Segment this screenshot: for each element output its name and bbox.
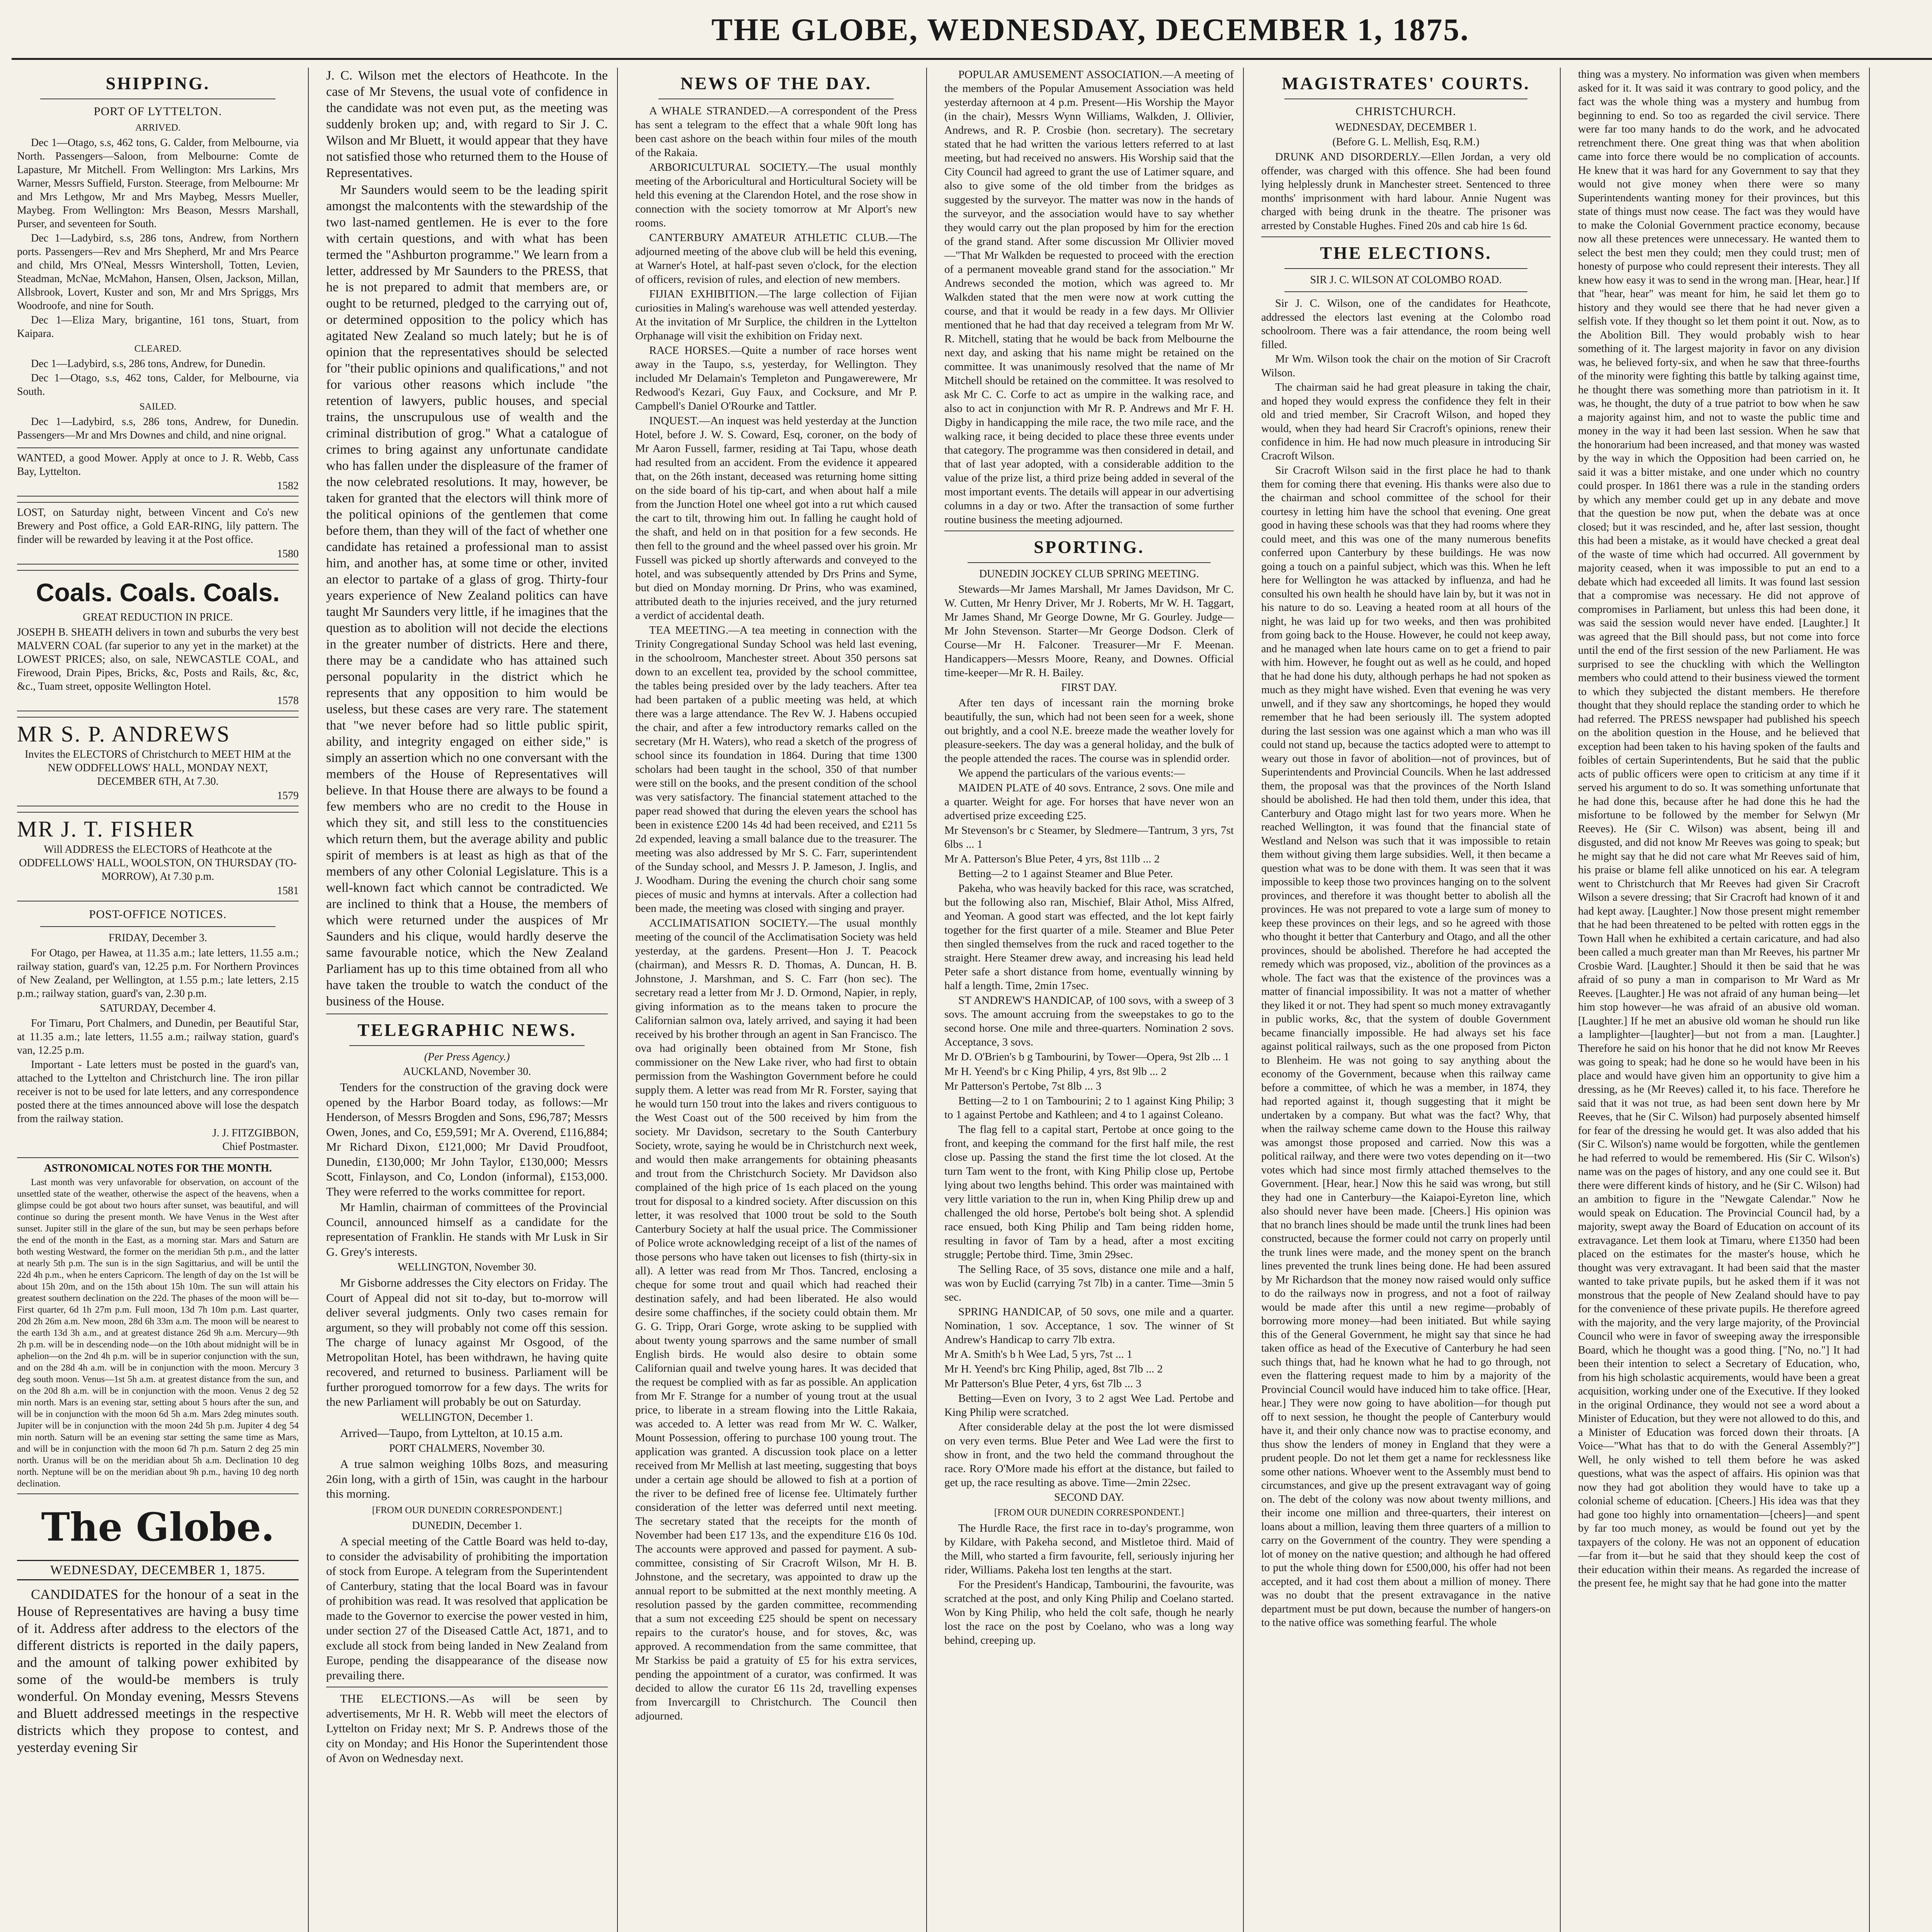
sailed-label: SAILED.	[139, 401, 177, 412]
post-office-heading: POST-OFFICE NOTICES.	[89, 907, 227, 921]
leader-text: CANDIDATES for the honour of a seat in the House of Representatives are having a busy time of it. Address after address to the electors of the different districts is reported in the daily papers, and the amount of talking power exhibited by some of the would-be members is truly wonderful. On Monday evening, Messrs Stevens and Bluett addressed meetings in the respective districts which they propose to contest, and yesterday evening Sir	[17, 1587, 299, 1755]
sporting-text: The Hurdle Race, the first race in to-day's programme, won by Kildare, with Pakeha second, and Mistletoe third. Maid of the Mill, who started a firm favourite, fell, seriously injuring her rider, Williams. Pakeha lost ten lengths at the start.	[944, 1522, 1234, 1576]
advert-wanted	[17, 447, 299, 497]
astronomical-text: Last month was very unfavorable for observation, on account of the unsettled state of the weather, otherwise the aspect of the heavens, when a glimpse could be got about two hours after sunset, was beautiful, and will continue so during the present month. We have Venus in the West after sunset. Jupiter still in the glare of the sun, but may be seen perhaps before the end of the month in the East, as a morning star. Mars and Saturn are both westing Westward, the former on the meridian 5th p.m., and the latter at nearly 5th p.m. The sun is in the sign Sagittarius, and will be until the 22d 4h p.m., when he enters Capricorn. The length of day on the 1st will be about 15h 20m, and on the 15th about 15h 10m. The sun will attain his greatest southern declination on the 22d. The phases of the moon will be—First quarter, 6d 1h 27m p.m. Full moon, 13d 7h 10m p.m. Last quarter, 20d 2h 26m a.m. New moon, 28d 6h 33m a.m. The moon will be nearest to the earth 13d 3h a.m., and at greatest distance 26d 9h a.m. Mercury—9th 2h p.m. will be in descending node—on the 10th about midnight will be in aphelion—on the 2nd 4h p.m. will be in superior conjunction with the sun, and on the 28d 4h a.m. will be in conjunction with the moon. Mercury 3 deg south moon. Venus—1st 5h a.m. at greatest distance from the sun, and on the 20d 8h a.m. will be in conjunction with the moon. Venus 2 deg 52 min north. Mars is an evening star, setting about 5 hours after the sun, and will be in conjunction with the moon 6d 5h a.m. Mars 2deg minutes south. Jupiter will be in conjunction with the moon 24d 5h p.m. Jupiter 4 deg 54 min north. Saturn will be an evening star setting the same time as Mars, and will be in conjunction with the moon 6d 7h p.m. Saturn 2 deg 25 min north. Uranus will be on the meridian about 5h a.m. Declination 10 deg north. Neptune will be on the meridian about 9h p.m., having 10 deg north declination.	[17, 1177, 299, 1489]
column-divider	[1243, 68, 1244, 1932]
shipping-entry: Dec 1—Ladybird, s.s, 286 tons, Andrew, for Dunedin.	[31, 358, 266, 370]
news-item: ACCLIMATISATION SOCIETY.—The usual monthly meeting of the council of the Acclimatisation Society was held yesterday, at the gardens. Present—Hon J. T. Peacock (chairman), and Messrs R. D. Thomas, A. Duncan, H. B. Johnstone, J. Marshman, and S. C. Farr (hon sec). The secretary read a letter from Mr J. D. Ormond, Napier, in reply, giving information as to the means taken to procure the Californian salmon ova, lately arrived, and saying it had been received by his brother through an agent in San Francisco. The ova had originally been obtained from Mr Stone, fish commissioner on the New Lake river, who had first to obtain permission from the Washington Government before he could supply them. A letter was read from Mr R. Forster, saying that he would turn 150 trout into the lakes and rivers contiguous to the West Coast out of the 500 received by him from the society. Mr Davidson, secretary to the South Canterbury Society, wrote, saying he would be in Christchurch next week, and would then make arrangements for obtaining pheasants and trout from the Christchurch Society. Mr Davidson also complained of the high price of 1s each placed on the young trout for disposal to a kindred society. After discussion on this letter, it was resolved that 1000 trout be sold to the South Canterbury Society at half the usual price. The Commissioner of Police wrote acknowledging receipt of a list of the names of those persons who have taken out licenses to fish (thirty-six in all). A letter was read from Mr Thos. Tancred, enclosing a cheque for some trout and quail which had reached their destination safely, and had been liberated. He also would desire some chaffinches, if the society could obtain them. Mr G. G. Tripp, Orari Gorge, wrote asking to be supplied with about twenty young sparrows and the same number of small English birds. He would also desire to obtain some Californian quail and twelve young hares. It was decided that the request be complied with as far as possible. An application from Mr F. Strange for a number of young trout at the usual price, to liberate in a stream flowing into the Little Rakaia, was acceded to. A letter was read from Mr W. C. Walker, Mount Possession, offering to purchase 100 young trout. The application was granted. A discussion took place on a letter received from Mr Mellish at last meeting, suggesting that boys under a certain age should be allowed to fish at a portion of the river to be defined free of license fee. Ultimately further consideration of the letter was deferred until next meeting. The secretary stated that the receipts for the month of November had been £17 13s, and the expenditure £16 0s 10d. The accounts were approved and passed for payment. A sub-committee, consisting of Sir Cracroft Wilson, Mr H. B. Johnstone, and the secretary, was appointed to draw up the annual report to be submitted at the next monthly meeting. A resolution passed by the garden committee, recommending that a sum not exceeding £25 should be spent on necessary repairs to the curator's house, and for stoves, &c, was approved. A recommendation from the same committee, that Mr Starkiss be paid a gratuity of £5 for his extra services, pending the appointment of a curator, was confirmed. It was decided to allow the curator £6 11s 2d, travelling expenses from Invercargill to Christchurch. The Council then adjourned.	[635, 917, 917, 1722]
magistrates-heading: MAGISTRATES' COURTS.	[1282, 73, 1530, 93]
telegraphic-text: Tenders for the construction of the graving dock were opened by the Harbor Board today, as follows:—Mr Henderson, of Messrs Brogden and Sons, £96,787; Messrs Owen, Jones, and Co, £59,591; Mr A. Overend, £116,884; Mr Richard Dixon, £121,000; Mr David Proudfoot, Dunedin, £130,000; Mr John Taylor, £130,000; Messrs Scott, Finlayson, and Co, London (informal), £153,000. They were referred to the works committee for report.	[326, 1080, 608, 1198]
shipping-entry: Dec 1—Ladybird, s.s, 286 tons, Andrew, from Northern ports. Passengers—Rev and Mrs Shepherd, Mr and Mrs Pearce and child, Mrs O'Neal, Messrs Wintersholl, Totten, Levien, Steadman, McNae, McMahon, Hansen, Olsen, Jackson, Millan, Allsbrook, Lovert, Kuster and son, Mr and Mrs Spriggs, Mrs Woodroofe, and nine for South.	[17, 232, 299, 312]
post-day: FRIDAY, December 3.	[108, 932, 207, 944]
telegraphic-text: Arrived—Taupo, from Lyttelton, at 10.15 a.m.	[340, 1426, 563, 1440]
advert-number: 1581	[277, 885, 299, 897]
column-divider	[308, 68, 309, 1932]
magistrates-text: DRUNK AND DISORDERLY.—Ellen Jordan, a very old offender, was charged with this offence. She had been found lying helplessly drunk in Manchester street. Sentenced to three months' imprisonment with hard labour. Annie Nugent was charged with being drunk in the theatre. The prisoner was arrested by Constable Hughes. Fined 20s and cab hire 1s 6d.	[1261, 151, 1551, 232]
sporting-heading: SPORTING.	[1034, 537, 1145, 557]
elections-text: Sir J. C. Wilson, one of the candidates for Heathcote, addressed the electors last evening at the Colombo road schoolroom. There was a fair attendance, the room being well filled.	[1261, 298, 1551, 351]
dateline: PORT CHALMERS, November 30.	[389, 1442, 545, 1454]
sporting-text: Betting—Even on Ivory, 3 to 2 agst Wee Lad. Pertobe and King Philip were scratched.	[944, 1392, 1234, 1418]
elections-heading: THE ELECTIONS.	[1320, 243, 1492, 263]
sporting-day: FIRST DAY.	[1061, 682, 1117, 694]
sporting-day: SECOND DAY.	[1054, 1492, 1124, 1503]
correspondent-line: [FROM OUR DUNEDIN CORRESPONDENT.]	[994, 1507, 1184, 1518]
sporting-text: MAIDEN PLATE of 40 sovs. Entrance, 2 sovs. One mile and a quarter. Weight for age. For horses that have never won an advertised prize exceeding £25.	[944, 782, 1234, 822]
sporting-text: Betting—2 to 1 on Tambourini; 2 to 1 against King Philip; 3 to 1 against Pertobe and Kathleen; and 4 to 1 against Coleano.	[944, 1095, 1234, 1121]
column-4	[935, 68, 1243, 1932]
elections-text: The chairman said he had great pleasure in taking the chair, and hoped they would express the confidence they felt in their old and tried member, Sir Cracroft Wilson, and hoped they would, when they had heard Sir Cracroft's opinions, renew their confidence in him. He had now much pleasure in introducing Sir Cracroft Wilson.	[1261, 381, 1551, 462]
news-item: RACE HORSES.—Quite a number of race horses went away in the Taupo, s.s, yesterday, for Wellington. They included Mr Delamain's Templeton and Pungawerewere, Mr Redwood's Kezari, Guy Faux, and Cocksure, and Mr P. Campbell's Daniel O'Rourke and Tattler.	[635, 344, 917, 412]
coals-subtitle: GREAT REDUCTION IN PRICE.	[83, 611, 233, 623]
advert-text: WANTED, a good Mower. Apply at once to J. R. Webb, Cass Bay, Lyttelton.	[17, 452, 299, 478]
post-text: Important - Late letters must be posted in the guard's van, attached to the Lyttelton and Christchurch line. The iron pillar receiver is not to be used for late letters, and any correspondence posted there at the times announced above will lose the despatch from the railway station.	[17, 1059, 299, 1125]
shipping-port: PORT OF LYTTELTON.	[94, 104, 222, 118]
divider	[1284, 291, 1527, 292]
advert-number: 1579	[277, 790, 299, 802]
magistrates-place: CHRISTCHURCH.	[1355, 104, 1456, 118]
sporting-text: We append the particulars of the various events:—	[958, 767, 1185, 779]
news-item: INQUEST.—An inquest was held yesterday at the Junction Hotel, before J. W. S. Coward, Esq, coroner, on the body of Mr Aaron Fussell, farmer, residing at Tai Tapu, whose death had resulted from an accident. From the evidence it appeared that, on the 26th instant, deceased was returning home sitting on the side board of his tip-cart, and when about half a mile from the Junction Hotel one wheel got into a rut which caused the cart to tilt, throwing him out. In falling he caught hold of the shaft, and held on in that position for a few seconds. He then fell to the ground and the wheel passed over his groin. Mr Fussell was picked up shortly afterwards and conveyed to the hotel, and was subsequently attended by Drs Prins and Syme, but died on Monday morning. Dr Prins, who was examined, attributed death to the injuries received, and the jury returned a verdict of accidental death.	[635, 415, 917, 622]
shipping-entry: Dec 1—Eliza Mary, brigantine, 161 tons, Stuart, from Kaipara.	[17, 314, 299, 340]
divider	[17, 1493, 299, 1494]
race-result: Mr Patterson's Blue Peter, 4 yrs, 6st 7lb ... 3	[944, 1378, 1141, 1390]
cleared-label: CLEARED.	[134, 344, 182, 354]
shipping-entry: Dec 1—Otago, s.s, 462 tons, G. Calder, from Melbourne, via North. Passengers—Saloon, from Melbourne: Comte de Lapasture, Mr Mitchell. From Wellington: Mrs Larkins, Mrs Warner, Messrs Suffield, Furston. Steerage, from Melbourne: Mr and Mrs Lethgow, Mr and Mrs Maybeg, Messrs Mueller, Maybeg. From Wellington: Mrs Beason, Messrs Marshall, Purser, and seventeen for South.	[17, 137, 299, 230]
telegraphic-text: A true salmon weighing 10lbs 8ozs, and measuring 26in long, with a girth of 15in, was caught in the harbour this morning.	[326, 1457, 608, 1500]
column-3	[626, 68, 926, 1932]
column-divider	[1560, 68, 1561, 1932]
dateline: DUNEDIN, December 1.	[412, 1520, 522, 1532]
dateline: WELLINGTON, December 1.	[401, 1411, 533, 1423]
sporting-text: Betting—2 to 1 against Steamer and Blue Peter.	[958, 867, 1173, 880]
post-day: SATURDAY, December 4.	[100, 1002, 216, 1014]
shipping-entry: Dec 1—Otago, s.s, 462 tons, Calder, for Melbourne, via South.	[17, 372, 299, 398]
advert-text: LOST, on Saturday night, between Vincent and Co's new Brewery and Post office, a Gold EAR-RING, lily pattern. The finder will be rewarded by leaving it at the Post office.	[17, 507, 299, 546]
divider	[1261, 236, 1551, 237]
elections-text: thing was a mystery. No information was given when members asked for it. It was said it was contrary to good policy, and the fact was the whole thing was a mystery and humbug from beginning to end. So too as regarded the civil service. There were far too many hands to do the work, and he advocated retrenchment there. One great thing was that when abolition came into force there would be no complication of accounts. He knew that it was hard for any Government to say that they would not give money when there were so many Superintendents wanting money for their provinces, but this state of things must now cease. The fact was they would have to make the Colonial Government practice economy, because now all these pretences were unnecessary. He wanted them to select the best men they could; men they could trust; men of honesty of purpose who could represent their interests. They all knew how easy it was to send in the wrong man. [Hear, hear.] If that "hear, hear" was meant for him, he said let them go to history and they would see there that he had never given a selfish vote. If they thought so let them point it out. Now, as to the Abolition Bill. They would probably wish to hear something of it. The largest majority in favor on any division was, he believed forty-six, and when he saw that three-fourths of the minority were fighting this battle by talking against time, he thought there was something more than patriotism in it. It was, he thought, the duty of a true patriot to bow when he saw a majority against him, and not to waste the public time and money in the way it had been last session. When he saw that the honorarium had been increased, and that money was wasted by the way in which the Opposition had been carried on, he said it was a bitter mistake, and one under which no country could prosper. In 1861 there was a rule in the standing orders by which any member could get up in any debate and move that the question be now put, when the debate was at once closed; but it was rescinded, and he, after last session, thought this had been a mistake, as it would have checked a great deal of the waste of time which had occurred. All government by majority ceased, when it was impossible to put an end to a debate which had exceeded all limits. It was found last session that a compromise was necessary. He did not approve of compromises in Parliament, but unless this had been done, it was said the session would never have ended. [Laughter.] It was agreed that the Bill should pass, but not come into force until the end of the first session of the new Parliament. He was surprised to see the chuckling with which the Wellington members who could attend to their business viewed the torment to which they subjected the distant members. He therefore thought that they should replace the standing order to which he had referred. The PRESS newspaper had published his speech on the abolition question in the House, and he believed that exception had been taken to his having spoken of the faults and foibles of certain Superintendents, But he said that the public acts of public officers were open to criticism at any time if it served his argument to do so. It was something unfortunate that he had done this, because after he had done this he had the misfortune to be followed by the member for Selwyn (Mr Reeves). He (Sir C. Wilson) was absent, being ill and disgusted, and did not know Mr Reeves was going to speak; but he might say that he did not care what Mr Reeves said of him, his praise or blame fell alike unnoticed on his ear. A telegram went to Christchurch that Mr Reeves had given Sir Cracroft Wilson a severe dressing; that Sir Cracroft had known of it and had kept away. [Laughter.] Now those present might remember that he had been threatened to be pelted with rotten eggs in the Town Hall when he exhibited a certain caricature, and had also been called a much greater man than Mr Reeves, his partner Mr Crosbie Ward. [Laughter.] Should it then be said that he was afraid of so puny a man in comparison to Mr Ward as Mr Reeves. [Laughter.] He was not afraid of any human being—let him stop however—he was afraid of an abusive old woman. [Laughter.] If he met an abusive old woman he should run like a lamplighter—[laughter]—but not from a man. [Laughter.] Therefore he said on his honor that he did not know Mr Reeves was going to speak; had he done so he would have been in his place and would have given him an opportunity to give him a dressing, as he (Mr Reeves) called it, to his face. Therefore he said that it was not true, as had been sent down here by Mr Reeves, that he (Sir C. Wilson) had purposely absented himself for fear of the dressing he would get. It was also added that his (Sir C. Wilson's) name would be forgotten, while the gentlemen he had referred to would be remembered. His (Sir C. Wilson's) name was on the pages of history, and any one could see it. But there were different kinds of history, and he (Sir C. Wilson) had an ambition to figure in the "Newgate Calendar." Now he would speak on Education. The Provincial Council had, by a majority, swept away the Board of Education on account of its extravagance. Let them look at Timaru, where £1350 had been placed on the estimates for the master's house, which he thought was very extravagant. It had been said that the master wanted to take private pupils, but he asked them if it was not monstrous that the people of New Zealand should have to pay for the convenience of these private pupils. He therefore agreed with the majority, and the very large majority, of the Provincial Council who were in favor of sweeping away the irresponsible Board, which he thought was a good thing. ["No, no."] It had been their intention to select a Secretary of Education, who, from his high scholastic acquirements, would have been a great acquisition, working under one of the Executive. If they looked in the original Ordinance, they would not see a word about a Minister of Education, but they were not allowed to do this, and a Minister of Education was forced down their throats. [A Voice—"What has that to do with the General Assembly?"] Well, he only wished to tell them before he was asked questions, what was the aspect of affairs. His opinion was that now they had got abolition they would have to take up a colonial scheme of education. [Cheers.] His idea was that they had gone too highly into ornamentation—[cheers]—and spent by far too much money, as would be found out yet by the taxpayers of the colony. He was not an opponent of education—far from it—but he said that they should keep the cost of their education within their means. As regarded the increase of the present fee, he might say that he had gone into the matter	[1578, 68, 1860, 1589]
race-result: Mr A. Patterson's Blue Peter, 4 yrs, 8st 11lb ... 2	[944, 853, 1160, 865]
masthead-rule	[12, 58, 1932, 60]
post-signature: J. J. FITZGIBBON,	[212, 1127, 299, 1139]
news-heading: NEWS OF THE DAY.	[680, 73, 872, 93]
sporting-text: After considerable delay at the post the lot were dismissed on very even terms. Blue Peter and Wee Lad were the first to show in front, and the two held the command throughout the race. Rory O'More made his effort at the distance, but failed to get up, the race resulting as above. Time—2min 22sec.	[944, 1421, 1234, 1489]
advert-fisher	[17, 812, 299, 901]
race-result: Mr D. O'Brien's b g Tambourini, by Tower—Opera, 9st 2lb ... 1	[944, 1051, 1230, 1063]
shipping-entry: Dec 1—Ladybird, s.s, 286 tons, Andrew, for Dunedin. Passengers—Mr and Mrs Downes and child, and nine orignal.	[17, 416, 299, 441]
leader-text: J. C. Wilson met the electors of Heathcote. In the case of Mr Stevens, the usual vote of confidence in the candidate was not even put, as the meeting was suddenly broken up; and, with regard to Sir J. C. Wilson and Mr Bluett, it would appear that they have not satisfied those who returned them to the House of Representatives.	[326, 68, 608, 180]
sporting-text: The Selling Race, of 35 sovs, distance one mile and a half, was won by Euclid (carrying 7st 7lb) in a canter. Time—3min 5 sec.	[944, 1263, 1234, 1303]
advert-name: MR J. T. FISHER	[17, 816, 195, 842]
magistrates-date: WEDNESDAY, DECEMBER 1.	[1335, 121, 1477, 133]
advert-text: JOSEPH B. SHEATH delivers in town and suburbs the very best MALVERN COAL (far superior to any yet in the market) at the LOWEST PRICES; also, on sale, NEWCASTLE COAL, and Firewood, Drain Pipes, Bricks, &c, Posts and Rails, &c, &c, &c., Tuam street, opposite Wellington Hotel.	[17, 626, 299, 692]
advert-andrews	[17, 717, 299, 806]
news-item: FIJIAN EXHIBITION.—The large collection of Fijian curiosities in Maling's warehouse was well attended yesterday. At the invitation of Mr Surplice, the children in the Lyttelton Orphanage will visit the exhibition on Friday next.	[635, 288, 917, 342]
sporting-text: For the President's Handicap, Tambourini, the favourite, was scratched at the post, and only King Philip and Coelano started. Won by King Philip, who held the colt safe, though he nearly lost the race on the post by Coelano, who was a long way behind, creeping up.	[944, 1578, 1234, 1646]
column-divider	[926, 68, 927, 1932]
dateline: AUCKLAND, November 30.	[403, 1066, 531, 1078]
sporting-text: The flag fell to a capital start, Pertobe at once going to the front, and keeping the command for the first half mile, the rest close up. Passing the stand the first time the lot closed. At the turn Tam went to the front, with King Philip close up, Pertobe lying about two lengths behind. This order was maintained with very little variation to the run in, when King Philip drew up and challenged the old horse, Pertobe's bolt being shot. A splendid race ensued, both King Philip and Tam being ridden home, resulting in favor of Tam by a head, after a most exciting struggle; Pertobe third. Time, 3min 29sec.	[944, 1123, 1234, 1261]
post-text: For Timaru, Port Chalmers, and Dunedin, per Beautiful Star, at 11.35 a.m.; late letters, 11.55 a.m.; railway station, guard's van, 12.25 p.m.	[17, 1017, 299, 1056]
race-result: Mr Patterson's Pertobe, 7st 8lb ... 3	[944, 1080, 1102, 1092]
shipping-heading: SHIPPING.	[105, 73, 210, 93]
race-result: Mr A. Smith's b h Wee Lad, 5 yrs, 7st ... 1	[944, 1348, 1133, 1361]
divider	[968, 562, 1211, 563]
column-5	[1252, 68, 1560, 1932]
advert-coals	[17, 570, 299, 711]
divider	[1284, 268, 1527, 269]
elections-text: Mr Wm. Wilson took the chair on the motion of Sir Cracroft Wilson.	[1261, 353, 1551, 379]
elections-subheading: SIR J. C. WILSON AT COLOMBO ROAD.	[1310, 274, 1502, 286]
telegraphic-text: Mr Gisborne addresses the City electors on Friday. The Court of Appeal did not sit to-day, but to-morrow will deliver several judgments. Only two cases remain for argument, so they will probably not come off this session. The charge of lunacy against Mr Osgood, of the Metropolitan Hotel, has been withdrawn, he having quite recovered, and returned to business. Parliament will be further prorogued tomorrow for a few days. The writs for the new Parliament will probably be out on Saturday.	[326, 1276, 608, 1408]
news-item: POPULAR AMUSEMENT ASSOCIATION.—A meeting of the members of the Popular Amusement Association was held yesterday afternoon at 4 p.m. Present—His Worship the Mayor (in the chair), Messrs Wynn Williams, Walkden, J. Ollivier, Andrews, and R. P. Crosbie (hon. secretary). The secretary stated that he had written the various letters referred to at last meeting, but had received no answers. His Worship said that the City Council had agreed to grant the use of Latimer square, and also to give some of the old timber from the bridges as suggested by the surveyor. The matter was now in the hands of the surveyor, and the association would have to say whether they would carry out the plan proposed by him for the erection of the grand stand. After some discussion Mr Ollivier moved—"That Mr Walkden be requested to proceed with the erection of a permanent moveable grand stand for the association." Mr Andrews seconded the motion, which was agreed to. Mr Walkden stated that the men were now at work cutting the course, and that it would be ready in a few days. Mr Ollivier mentioned that he had that day received a telegram from Mr W. R. Mitchell, stating that he would be back from Melbourne the next day, and asking that his name might be retained on the committee. It was unanimously resolved that the name of Mr Mitchell should be retained on the committee. It was resolved to ask Mr C. C. Corfe to act as umpire in the walking race, and also to act in conjunction with Mr R. P. Andrews and Mr F. H. Digby in handicapping the mile race, the two mile race, and the walking race, it being decided to place these three events under that category. The programme was then considered in detail, and that of last year adopted, with a considerable addition to the value of the prize list, a third prize being added in several of the most important events. The details will appear in our advertising columns in a day or two. After the transaction of some further routine business the meeting adjourned.	[944, 68, 1234, 526]
news-item: CANTERBURY AMATEUR ATHLETIC CLUB.—The adjourned meeting of the above club will be held this evening, at Warner's Hotel, at half-past seven o'clock, for the election of officers, revision of rules, and election of new members.	[635, 231, 917, 286]
coals-title: Coals. Coals. Coals.	[36, 578, 280, 607]
sporting-text: ST ANDREW'S HANDICAP, of 100 sovs, with a sweep of 3 sovs. The amount accruing from the sweepstakes to go to the second horse. One mile and three-quarters. Nomination 2 sovs. Acceptance, 3 sovs.	[944, 994, 1234, 1048]
column-2	[317, 68, 617, 1932]
telegraphic-heading: TELEGRAPHIC NEWS.	[357, 1020, 577, 1040]
news-item: A WHALE STRANDED.—A correspondent of the Press has sent a telegram to the effect that a whale 90ft long has been cast ashore on the beach within four miles of the mouth of the Rakaia.	[635, 105, 917, 159]
advert-name: MR S. P. ANDREWS	[17, 721, 231, 747]
post-signature-title: Chief Postmaster.	[222, 1141, 299, 1153]
advert-lost	[17, 502, 299, 565]
globe-nameplate: The Globe.	[41, 1504, 275, 1550]
sporting-text: Pakeha, who was heavily backed for this race, was scratched, but the following also ran, Mischief, Blair Athol, Miss Alfred, and Yeoman. A good start was effected, and the lot kept fairly together for the first quarter of a mile. Steamer and Blue Peter then singled themselves from the ruck and raced together to the straight. Here Steamer drew away, and increasing his lead held Peter safe a short distance from home, eventually winning by half a length. Time, 2min 17sec.	[944, 882, 1234, 992]
telegraphic-text: A special meeting of the Cattle Board was held to-day, to consider the advisability of prohibiting the importation of stock from Europe. A telegram from the Superintendent of Canterbury, stating that the local Board was in favour of prohibition was read. It was resolved that application be made to the Governor to exercise the power vested in him, under section 27 of the Diseased Cattle Act, 1871, and to exclude all stock from being landed in New Zealand from Europe, pending the disappearance of the disease now prevailing there.	[326, 1534, 608, 1682]
dateline: WELLINGTON, November 30.	[398, 1261, 536, 1273]
advert-text: Invites the ELECTORS of Christchurch to MEET HIM at the NEW ODDFELLOWS' HALL, MONDAY NEXT, DECEMBER 6TH, At 7.30.	[25, 748, 291, 787]
divider	[17, 1157, 299, 1158]
news-item: ARBORICULTURAL SOCIETY.—The usual monthly meeting of the Arboricultural and Horticultural Society will be held this evening at the Clarendon Hotel, and the rose show in connection with the society tomorrow at Mr Alport's new rooms.	[635, 161, 917, 229]
globe-date: WEDNESDAY, DECEMBER 1, 1875.	[17, 1560, 299, 1580]
divider	[40, 926, 276, 927]
race-result: Mr Stevenson's br c Steamer, by Sledmere—Tantrum, 3 yrs, 7st 6lbs ... 1	[944, 824, 1234, 850]
sporting-text: After ten days of incessant rain the morning broke beautifully, the sun, which had not been seen for a week, shone out brightly, and a cool N.E. breeze made the weather lovely for pleasure-seekers. The day was a general holiday, and the bulk of the people attended the races. The course was in splendid order.	[944, 697, 1234, 765]
advert-number: 1578	[277, 695, 299, 707]
masthead: THE GLOBE, WEDNESDAY, DECEMBER 1, 1875.	[711, 12, 1469, 47]
divider	[349, 1045, 585, 1046]
elections-note: THE ELECTIONS.—As will be seen by advertisements, Mr H. R. Webb will meet the electors of Lyttelton on Friday next; Mr S. P. Andrews those of the city on Monday; and His Honor the Superintendent those of Avon on Wednesday next.	[326, 1692, 608, 1765]
telegraphic-byline: (Per Press Agency.)	[424, 1051, 510, 1063]
column-7	[1878, 68, 1932, 1932]
news-item: TEA MEETING.—A tea meeting in connection with the Trinity Congregational Sunday School was held last evening, in the schoolroom, Manchester street. About 350 persons sat down to an excellent tea, provided by the school committee, the tables being presided over by the lady teachers. After tea had been partaken of a public meeting was held, at which there was a large attendance. The Rev W. J. Habens occupied the chair, and after a few introductory remarks called on the secretary (Mr H. Waters), who read a sketch of the progress of school since its foundation in 1864. During that time 1300 scholars had been taught in the school, 350 of that number were still on the books, and the present condition of the school was very satisfactory. The financial statement attached to the paper read showed that during the eleven years the school has been in existence £200 14s 4d had been received, and £211 5s 2d expended, leaving a small balance due to the treasurer. The meeting was also addressed by Mr S. C. Farr, superintendent of the Sunday school, and Messrs J. P. Jameson, J. Inglis, and J. Woodham. During the evening the church choir sang some pieces of music and hymns at intervals. After a collection had been made, the meeting was closed with singing and prayer.	[635, 624, 917, 915]
leader-text: Mr Saunders would seem to be the leading spirit amongst the malcontents with the stewardship of the two last-named gentlemen. He is ever to the fore with certain questions, and with what has been termed the "Ashburton programme." We learn from a letter, addressed by Mr Saunders to the PRESS, that he is not prepared to admit that members are, or ought to be returned, pledged to the carrying out of, or determined opposition to the policy which has agitated New Zealand so much lately; but he is of opinion that the representatives should be selected for "their public opinions and qualifications," and not for various other reasons which include "the retention of lawyers, public houses, and special trains, the unscrupulous use of wealth and the criminal distribution of grog." What a catalogue of crimes to bring against any unfortunate candidate who has fallen under the displeasure of the framer of the now celebrated resolutions. It may, however, be taken for granted that the electors will think more of the political opinions of the gentlemen that come before them, than they will of the fact of whether one candidate has retained a professional man to assist him, and another has, at some time or other, invited an elector to partake of a glass of grog. Thirty-four years experience of New Zealand politics can have taught Mr Saunders very little, if he imagines that the question as to abolition will not decide the elections in the greater number of districts. Here and there, there may be a candidate who has attained such personal popularity in the district which he represents that any opposition to him would be useless, but these cases are very rare. The statement that "we never before had so little public spirit, ability, and integrity engaged on either side," is simply an assertion which no one conversant with the members of the House of Representatives will believe. In that House there are always to be found a few members who are no credit to the House in which they sit, and still less to the constituencies which return them, but the average ability and public spirit of members is at least as high as that of the members of any other Colonial Legislature. This is a well-known fact which cannot be contradicted. We are inclined to think that a House, the members of which were returned under the auspices of Mr Saunders and his clique, would hardly deserve the same favourable notice, which the New Zealand Parliament has up to this time obtained from all who have taken the trouble to watch the conduct of the business of the House.	[326, 183, 608, 1009]
magistrates-before: (Before G. L. Mellish, Esq, R.M.)	[1332, 136, 1480, 148]
column-1	[8, 68, 308, 1932]
advert-text: Will ADDRESS the ELECTORS of Heathcote at the ODDFELLOWS' HALL, WOOLSTON, ON THURSDAY (TO-MORROW), At 7.30 p.m.	[19, 844, 297, 883]
race-result: Mr H. Yeend's br c King Philip, 4 yrs, 8st 9lb ... 2	[944, 1065, 1167, 1078]
correspondent-line: [FROM OUR DUNEDIN CORRESPONDENT.]	[372, 1505, 562, 1515]
column-divider	[1869, 68, 1870, 1932]
elections-text: Sir Cracroft Wilson said in the first place he had to thank them for coming there that evening. His thanks were also due to the chairman and school committee of the school for their courtesy in letting him have the school that evening. One great good in having these schools was that they had rooms where they could meet, and this was one of the many numerous benefits conferred upon Canterbury by these buildings. He was now going a touch on a painful subject, which was this. When he left here for Wellington he was attacked by influenza, and had he consulted his own health he should have lain by, but it was not in his nature to do so. Leaving a heated room at all hours of the night, he was laid up for two weeks, and then was prohibited from going back to the House. However, he could not keep away, and he managed when late hours came on to get a friend to pair with him. However, he fought out as well as he could, and hoped that he had done his duty, although perhaps he had not spoken as much as they might have wished. Even that evening he was very unwell, and if they saw any shortcomings, he hoped they would remember that he had been seriously ill. The system adopted during the last session was one against which a man who was ill could not stand up, because the tactics adopted were to attempt to weary out those in favor of abolition—not of provinces, but of Superintendents and Provincial Councils. When he last addressed them, the proposal was that the provinces of the North Island should be abolished. He had then told them, under this idea, that Canterbury and Otago might last for two years more. When he reached Wellington, it was found that the financial state of Westland and Nelson was such that it was impossible to retain them without giving them large subsidies. Well, it then became a question what was to be done with them. It was seen that it was impossible to keep those two provinces hanging on to the solvent provinces, and therefore it was thought better to abolish all the provinces. He was not prepared to vote a large sum of money to keep these provinces on their legs, and so he agreed with those who thought it better that Canterbury and Otago, and all the other provinces, should be abolished. Therefore he had accepted the remedy which was proposed, viz., abolition of the provinces as a whole. The fact was that the existence of the provinces was a matter of financial impossibility. It was not a matter of whether they liked it or not. They had spent so much money extravagantly in public works, &c, that the system of double Government became financially impossible. He had always set his face against political railways, such as the one proposed from Picton to Blenheim. He was not going to say anything about the economy of the Government, because when this railway came before a committee, of which he was a member, in 1874, they had reported against it, though suggesting that it might be undertaken by a company. But what was the fact? Why, that when the railway scheme came down to the House this railway was amongst those proposed and carried. Now this was a political railway, and there were two votes depending on it—two votes which had since most firmly attached themselves to the Government. [Hear, hear.] Now this he said was wrong, but still they had one in Canterbury—the Kaiapoi-Eyreton line, which also should never have been made. [Cheers.] His opinion was that no branch lines should be made until the trunk lines had been constructed, because the former could not carry on properly until the trunk lines were made, and the money spent on the branch lines prevented the trunk lines being done. He had been assured by Mr Richardson that the money now raised would only suffice to do the railways now in progress, and not a foot of railway would be made after this until a new regime—probably of borrowing more money—had been initiated. But while saying this of the General Government, he might say that since he had taken office as head of the Executive of Canterbury he had seen such things that, had he known what he had to go through, not even the flattering request made to him by a majority of the Provincial Council would have induced him to take office. [Hear, hear.] They were now going to have abolition—for though put off to next session, he thought the people of Canterbury would have it, and their only chance now was to practise economy, and thus show the lenders of money in England that they were a prudent people. Do not let them get a name for recklessness like some other nations. Whoever went to the Assembly must bend to circumstances, and give up the present extravagant way of going on. The debt of the colony was now about twenty millions, and their income one million and three-quarters, their interest on loans about a million, leaving them three quarters of a million to carry on the Government of the country. They were spending a lot of money on the native question; and although he had offered to put the whole thing down for £500,000, his offer had not been accepted, and it had cost them about a million of money. There was no doubt that the present extravagance in the native department must be put down, because the number of hangers-on to the native office was something fearful. The whole	[1261, 464, 1551, 1629]
advert-number: 1580	[277, 548, 299, 560]
column-6	[1569, 68, 1869, 1932]
astronomical-heading: ASTRONOMICAL NOTES FOR THE MONTH.	[44, 1162, 272, 1174]
sporting-text: SPRING HANDICAP, of 50 sovs, one mile and a quarter. Nomination, 1 sov. Acceptance, 1 sov. The winner of St Andrew's Handicap to carry 7lb extra.	[944, 1306, 1234, 1346]
arrived-label: ARRIVED.	[135, 122, 181, 133]
advert-number: 1582	[277, 480, 299, 492]
race-result: Mr H. Yeend's brc King Philip, aged, 8st 7lb ... 2	[944, 1363, 1163, 1375]
post-text: For Otago, per Hawea, at 11.35 a.m.; late letters, 11.55 a.m.; railway station, guard's van, 12.25 p.m. For Northern Provinces of New Zealand, per Wellington, at 1.55 p.m.; late letters, 2.15 p.m.; railway station, guard's van, 2.30 p.m.	[17, 947, 299, 1000]
column-divider	[617, 68, 618, 1932]
telegraphic-text: Mr Hamlin, chairman of committees of the Provincial Council, announced himself as a candidate for the representation of Franklin. He stands with Mr Lusk in Sir G. Grey's interests.	[326, 1200, 608, 1259]
sporting-subheading: DUNEDIN JOCKEY CLUB SPRING MEETING.	[979, 568, 1199, 580]
sporting-text: Stewards—Mr James Marshall, Mr James Davidson, Mr C. W. Cutten, Mr Henry Driver, Mr J. Roberts, Mr W. H. Taggart, Mr James Shand, Mr George Downe, Mr G. Gourley. Judge—Mr John Stevenson. Starter—Mr George Dodson. Clerk of Course—Mr H. Falconer. Treasurer—Mr F. Meenan. Handicappers—Messrs Moore, Reany, and Downes. Official time-keeper—Mr R. H. Bailey.	[944, 583, 1234, 679]
